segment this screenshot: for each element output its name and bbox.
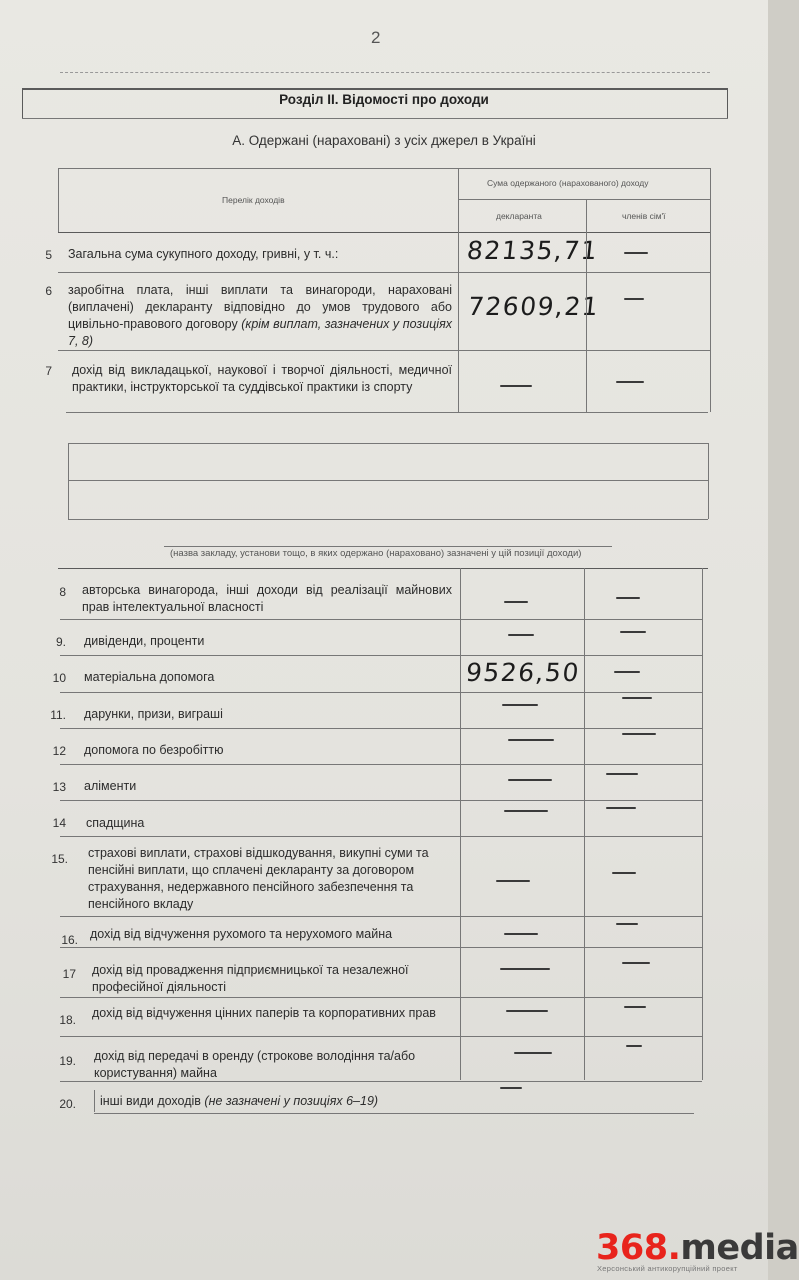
family-dash — [624, 1006, 646, 1008]
row-divider — [60, 764, 702, 765]
table-border — [22, 118, 728, 119]
row-number: 20. — [59, 1097, 76, 1111]
declarant-dash — [504, 601, 528, 603]
row-divider — [60, 997, 702, 998]
row-divider — [94, 1113, 694, 1114]
row-divider — [58, 272, 710, 273]
declarant-dash — [502, 704, 538, 706]
row-text — [68, 282, 452, 350]
row-divider — [60, 728, 702, 729]
row-text-main: заробітна плата, інші виплати та винагороди, нараховані (виплачені) декларанту відповідно до умов трудового або цивільно-правового договору — [68, 283, 452, 331]
row-number: 6 — [45, 284, 52, 298]
row-divider — [60, 655, 702, 656]
family-dash — [606, 807, 636, 809]
column-border — [586, 232, 587, 412]
row-number: 19. — [59, 1054, 76, 1068]
row-number: 13 — [52, 780, 66, 794]
row-text: дохід від провадження підприємницької та незалежної професійної діяльності — [92, 963, 409, 994]
row-text: дарунки, призи, виграші — [84, 707, 223, 721]
declarant-amount: 9526,50 — [464, 658, 582, 687]
declarant-dash — [508, 739, 554, 741]
watermark-tagline: Херсонський антикорупційний проект — [597, 1264, 738, 1273]
row-divider — [60, 800, 702, 801]
top-divider — [60, 72, 710, 73]
declarant-dash — [504, 933, 538, 935]
row-number: 8 — [59, 585, 66, 599]
declarant-dash — [500, 1087, 522, 1089]
family-dash — [622, 962, 650, 964]
row-number: 12 — [52, 744, 66, 758]
row-number: 18. — [59, 1013, 76, 1027]
sum-header: Сума одержаного (нарахованого) доходу — [487, 178, 649, 188]
table-border — [586, 199, 587, 232]
table-border — [22, 88, 23, 118]
family-dash — [624, 252, 648, 254]
row-text: дохід від відчуження рухомого та нерухомого майна — [90, 927, 393, 941]
row-note: (не зазначені у позиціях 6–19) — [204, 1094, 379, 1108]
section-title: Розділ II. Відомості про доходи — [279, 92, 489, 107]
family-dash — [616, 381, 644, 383]
row-divider — [60, 1036, 702, 1037]
row-text: Загальна сума сукупного доходу, гривні, у т. ч.: — [68, 247, 339, 261]
row-text: дохід від відчуження цінних паперів та корпоративних прав — [92, 1006, 436, 1020]
row-number: 9. — [55, 635, 66, 649]
row-text: матеріальна допомога — [84, 670, 215, 684]
row-number: 16. — [61, 933, 78, 947]
family-dash — [624, 298, 644, 300]
institution-line — [68, 480, 708, 481]
table-border — [58, 232, 710, 233]
declarant-amount: 82135,71 — [465, 236, 600, 265]
row-divider — [60, 916, 702, 917]
declarant-dash — [514, 1052, 552, 1054]
family-dash — [620, 631, 646, 633]
column-border — [458, 232, 459, 412]
row-divider — [60, 1081, 702, 1082]
row-divider — [58, 350, 710, 351]
row-number: 5 — [45, 248, 52, 262]
family-dash — [616, 923, 638, 925]
row-divider — [58, 568, 708, 569]
row-text: дохід від передачі в оренду (строкове володіння та/або користування) майна — [94, 1049, 416, 1080]
row-text: дивіденди, проценти — [84, 634, 205, 648]
family-dash — [616, 597, 640, 599]
row-number: 17 — [62, 967, 76, 981]
family-dash — [606, 773, 638, 775]
institution-border — [708, 443, 709, 519]
institution-caption: (назва закладу, установи тощо, в яких одержано (нараховано) зазначені у цій позиції доходи) — [170, 548, 582, 559]
declarant-dash — [506, 1010, 548, 1012]
table-border — [710, 168, 711, 232]
declarant-dash — [500, 385, 532, 387]
declarant-dash — [504, 810, 548, 812]
row-note: (крім виплат, зазначених у позиціях 7, 8) — [68, 317, 452, 348]
row-text: страхові виплати, страхові відшкодування, викупні суми та пенсійні виплати, що сплачені декларанту за договором страхування, недержавного пенсійного забезпечення та пенсійного вкладу — [88, 846, 429, 911]
row-divider — [60, 836, 702, 837]
row-text — [100, 1093, 378, 1110]
table-border — [58, 168, 59, 232]
row-text: дохід від викладацької, наукової і творчої діяльності, медичної практики, інструкторської та суддівської практики із спорту — [72, 363, 452, 394]
column-border — [460, 568, 461, 1080]
family-dash — [622, 697, 652, 699]
family-dash — [612, 872, 636, 874]
row-divider — [60, 692, 702, 693]
table-border — [458, 168, 459, 232]
row-text: спадщина — [86, 816, 145, 830]
row-number: 10 — [52, 671, 66, 685]
table-border — [58, 168, 710, 169]
row-text: допомога по безробіттю — [84, 743, 224, 757]
table-border — [458, 199, 710, 200]
institution-line — [164, 546, 612, 547]
row-divider — [60, 947, 702, 948]
row-text: авторська винагорода, інші доходи від реалізації майнових прав інтелектуальної власності — [82, 583, 452, 614]
row-text-main: інші види доходів — [100, 1094, 201, 1108]
column-border — [702, 568, 703, 1080]
column-border — [584, 568, 585, 1080]
declarant-dash — [508, 779, 552, 781]
row-divider — [60, 619, 702, 620]
family-dash — [622, 733, 656, 735]
family-dash — [626, 1045, 642, 1047]
row-text: аліменти — [84, 779, 137, 793]
institution-line — [68, 443, 708, 444]
table-border — [22, 88, 728, 90]
column-border — [710, 232, 711, 412]
watermark-logo: 368.media — [596, 1228, 799, 1268]
declarant-dash — [500, 968, 550, 970]
row-divider — [66, 412, 708, 413]
row-number: 14 — [52, 816, 66, 830]
table-border — [727, 88, 728, 118]
declarant-dash — [508, 634, 534, 636]
institution-border — [68, 443, 69, 519]
family-header: членів сім'ї — [622, 211, 666, 221]
declarant-amount: 72609,21 — [466, 292, 601, 321]
declarant-header: декларанта — [496, 211, 542, 221]
institution-line — [68, 519, 708, 520]
row-number: 11. — [50, 708, 66, 722]
row-number: 7 — [45, 364, 52, 378]
page-number: 2 — [371, 28, 381, 47]
row-number: 15. — [51, 852, 68, 866]
row-border — [94, 1090, 95, 1112]
list-header: Перелік доходів — [222, 195, 285, 205]
family-dash — [614, 671, 640, 673]
subsection-title: А. Одержані (нараховані) з усіх джерел в Україні — [232, 133, 536, 148]
declarant-dash — [496, 880, 530, 882]
